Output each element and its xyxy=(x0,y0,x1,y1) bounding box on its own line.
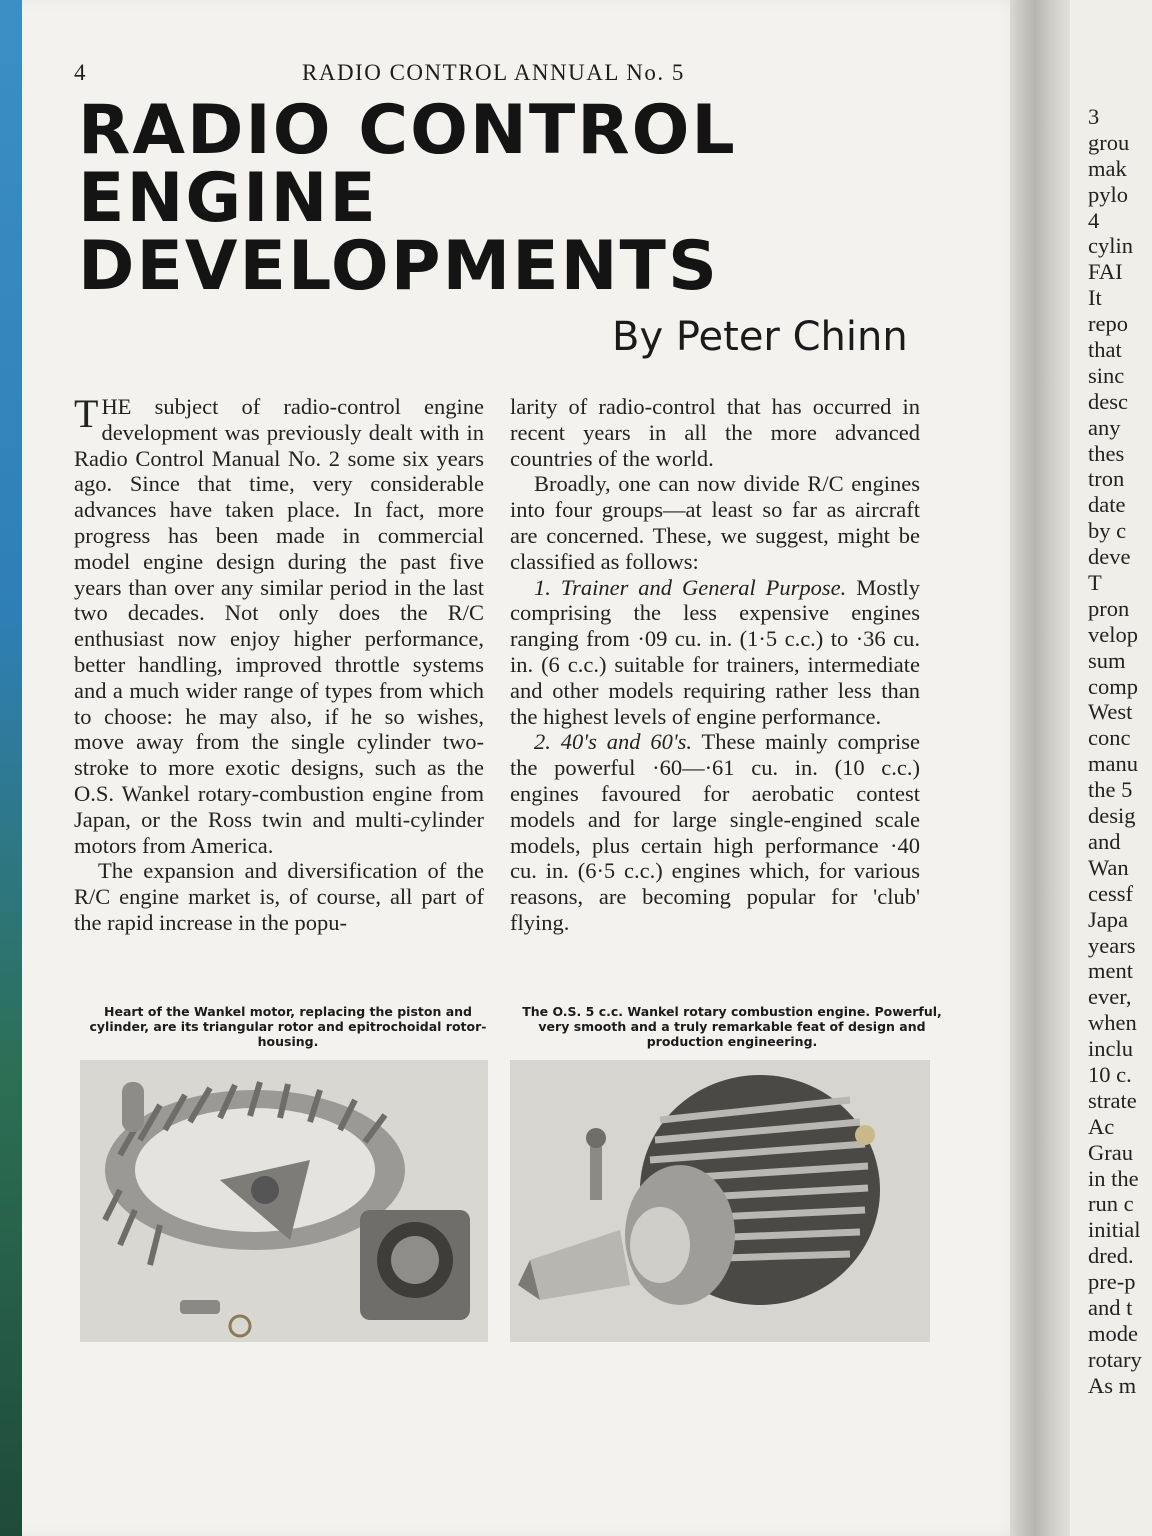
facing-page-line: by c xyxy=(1088,518,1127,544)
facing-page-line: desc xyxy=(1088,388,1128,414)
facing-page-line: T xyxy=(1088,570,1102,596)
figure-caption-left: Heart of the Wankel motor, replacing the piston and cylinder, are its triangular rotor and epitrochoidal rotor-housing. xyxy=(89,1004,487,1049)
article-title xyxy=(78,91,978,306)
facing-page-line: mak xyxy=(1088,155,1127,181)
title-line: RADIO CONTROL xyxy=(78,91,737,170)
facing-page-line: 4 xyxy=(1088,207,1100,233)
facing-page-line: strate xyxy=(1088,1087,1137,1113)
facing-page-line: Japa xyxy=(1088,906,1128,932)
facing-page-line: the 5 xyxy=(1088,777,1133,803)
title-line: DEVELOPMENTS xyxy=(78,227,719,306)
facing-page-line: West xyxy=(1088,699,1133,725)
facing-page-line: manu xyxy=(1088,751,1138,777)
wankel-parts-photo xyxy=(80,1060,488,1342)
facing-page-line: run c xyxy=(1088,1191,1134,1217)
os-wankel-engine-photo xyxy=(510,1060,930,1342)
paragraph: Broadly, one can now divide R/C engines into four groups—at least so far as aircraft are concerned. These, we suggest, might be classified as follows: xyxy=(510,471,920,574)
facing-page-line: in the xyxy=(1088,1165,1139,1191)
facing-page-line: sinc xyxy=(1088,362,1125,388)
author-byline: By Peter Chinn xyxy=(612,314,908,360)
facing-page-line: tron xyxy=(1088,466,1125,492)
facing-page-line: cylin xyxy=(1088,233,1133,259)
facing-page-line: Wan xyxy=(1088,854,1129,880)
facing-page-line: repo xyxy=(1088,311,1128,337)
facing-page-line: initial xyxy=(1088,1217,1141,1243)
facing-page-line: comp xyxy=(1088,673,1138,699)
facing-page-line: It xyxy=(1088,285,1102,311)
list-item xyxy=(510,729,920,935)
facing-page-line: Grau xyxy=(1088,1139,1133,1165)
facing-page-text xyxy=(1088,104,1152,1399)
facing-page-line: Ac xyxy=(1088,1113,1115,1139)
paragraph: larity of radio-control that has occurred in recent years in all the more advanced countries of the world. xyxy=(510,394,920,471)
facing-page-line: rotary xyxy=(1088,1346,1142,1372)
facing-page-line: sum xyxy=(1088,647,1126,673)
list-item xyxy=(510,575,920,730)
facing-page-line: FAI xyxy=(1088,259,1123,285)
facing-page-line: any xyxy=(1088,414,1121,440)
paragraph-text: HE subject of radio-control engine development was previously dealt with in Radio Control Manual No. 2 some six years ago. Since that time, very considerable advances have taken place. In fact, more progress has been made in commercial model engine design during the past five years than over any similar period in the last two decades. Not only does the R/C enthusiast now enjoy higher performance, better handling, improved throttle systems and a much wider range of types from which to choose: he may also, if he so wishes, move away from the single cylinder two-stroke to more exotic designs, such as the O.S. Wankel rotary-combustion engine from Japan, or the Ross twin and multi-cylinder motors from America. xyxy=(74,394,484,858)
facing-page-line: velop xyxy=(1088,621,1138,647)
facing-page-line: that xyxy=(1088,337,1122,363)
body-column-right xyxy=(510,394,920,936)
facing-page-line: when xyxy=(1088,1010,1137,1036)
running-header: RADIO CONTROL ANNUAL No. 5 xyxy=(302,60,685,85)
facing-page-line: dred. xyxy=(1088,1243,1134,1269)
facing-page-line: mode xyxy=(1088,1320,1138,1346)
facing-page-line: ment xyxy=(1088,958,1133,984)
list-item-title: 1. Trainer and General Purpose. xyxy=(534,574,847,600)
facing-page-line: inclu xyxy=(1088,1036,1133,1062)
facing-page-line: ever, xyxy=(1088,984,1132,1010)
drop-cap: T xyxy=(74,391,99,436)
figure-caption-right: The O.S. 5 c.c. Wankel rotary combustion engine. Powerful, very smooth and a truly remarkable feat of design and production engineering. xyxy=(522,1004,942,1049)
paragraph xyxy=(74,391,484,858)
facing-page-line: desig xyxy=(1088,803,1136,829)
facing-page-line: 10 c. xyxy=(1088,1061,1132,1087)
facing-page xyxy=(1070,0,1152,1536)
facing-page-line: pre-p xyxy=(1088,1269,1136,1295)
facing-page-line: pylo xyxy=(1088,181,1129,207)
facing-page-line: deve xyxy=(1088,544,1131,570)
facing-page-line: conc xyxy=(1088,725,1131,751)
title-line: ENGINE xyxy=(78,159,378,238)
facing-page-line: pron xyxy=(1088,595,1130,621)
facing-page-line: 3 xyxy=(1088,104,1100,129)
facing-page-line: date xyxy=(1088,492,1126,518)
list-item-text: These mainly comprise the powerful ·60—·61 cu. in. (10 c.c.) engines favoured for aerobatic contest models and for large single-engined scale models, plus certain high performance ·40 cu. in. (6·5 c.c.) engines which, for various reasons, are becoming popular for 'club' flying. xyxy=(510,729,920,935)
facing-page-line: thes xyxy=(1088,440,1125,466)
page-number: 4 xyxy=(74,60,86,85)
paragraph: The expansion and diversification of the R/C engine market is, of course, all part of the rapid increase in the popu- xyxy=(74,858,484,935)
facing-page-line: grou xyxy=(1088,129,1130,155)
facing-page-line: cessf xyxy=(1088,880,1133,906)
facing-page-line: and xyxy=(1088,828,1121,854)
list-item-title: 2. 40's and 60's. xyxy=(534,729,693,755)
facing-page-line: As m xyxy=(1088,1372,1137,1398)
list-item-text: Mostly comprising the less expensive engines ranging from ·09 cu. in. (1·5 c.c.) to ·36 cu. in. (6 c.c.) suitable for trainers, intermediate and other models requiring rather less than the highest levels of engine performance. xyxy=(510,574,921,729)
facing-page-line: and t xyxy=(1088,1294,1133,1320)
body-column-left xyxy=(74,391,484,936)
facing-page-line: years xyxy=(1088,932,1136,958)
